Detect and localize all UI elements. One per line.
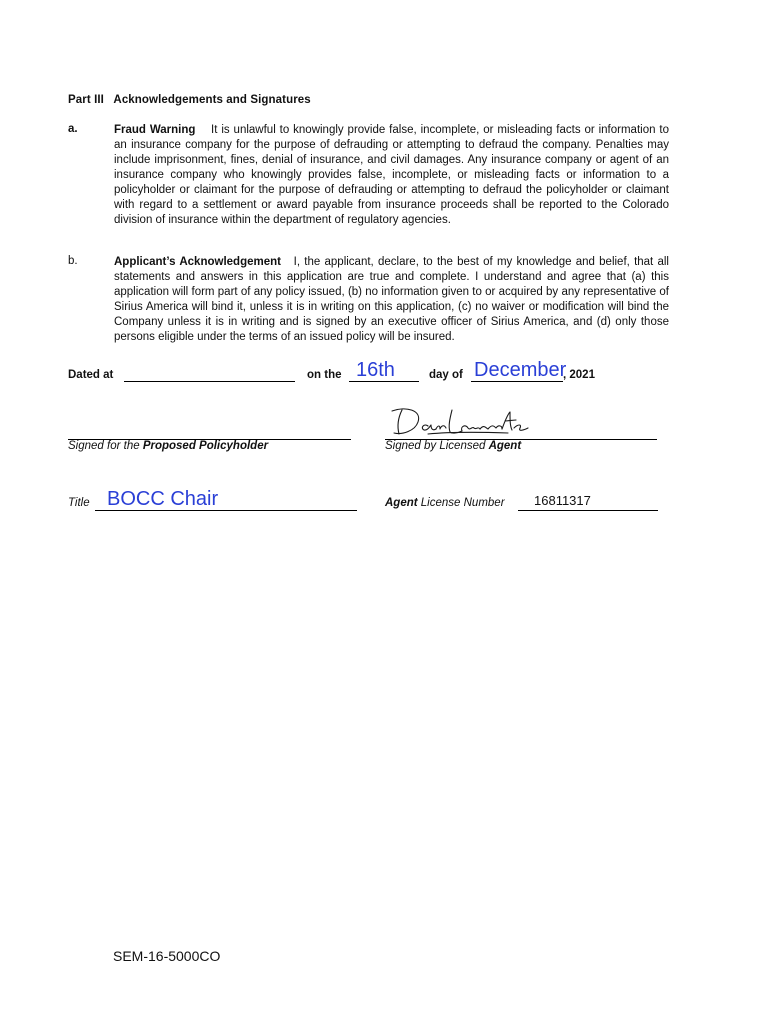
title-value: BOCC Chair: [107, 488, 219, 510]
item-b-letter: b.: [68, 255, 78, 267]
license-label-rest: License Number: [417, 497, 505, 509]
year-text: , 2021: [563, 369, 595, 381]
license-value: 16811317: [534, 493, 591, 508]
fraud-warning-paragraph: [114, 123, 669, 228]
policyholder-signature-label: [68, 440, 268, 452]
agent-signature: [388, 404, 538, 440]
dated-at-field[interactable]: [124, 381, 295, 382]
section-title: Part III Acknowledgements and Signatures: [68, 94, 311, 106]
fraud-warning-text: It is unlawful to knowingly provide false, incomplete, or misleading facts or information to an insurance company for the purpose of defrauding or attempting to defraud the company. Penalties may include imprisonment, fines, denial of insurance, and civil damages. Any insurance company or agent of an insurance company who knowingly provides false, incomplete, or misleading facts or information to a policyholder or claimant for the purpose of defrauding or attempting to defraud the policyholder or claimant with regard to a settlement or award payable from insurance proceeds shall be reported to the Colorado division of insurance within the department of regulatory agencies.: [114, 124, 669, 226]
acknowledgement-text: I, the applicant, declare, to the best of my knowledge and belief, that all statements and answers in this application are true and complete. I understand and agree that (a) this application will form part of any policy issued, (b) no information given to or acquired by any representative of Sirius America will bind it, unless it is in writing on this application, (c) no waiver or modification will bind the Company unless it is in writing and is signed by an executive officer of Sirius America, and (d) only those persons eligible under the terms of an issued policy will be insured.: [114, 256, 669, 343]
acknowledgement-paragraph: [114, 255, 669, 345]
month-value: December: [474, 359, 567, 381]
agent-signature-label: [385, 440, 521, 452]
acknowledgement-heading: Applicant’s Acknowledgement: [114, 256, 281, 268]
item-a-letter: a.: [68, 123, 78, 135]
fraud-warning-heading: Fraud Warning: [114, 124, 196, 136]
policyholder-label-prefix: Signed for the: [68, 440, 143, 452]
license-label-bold: Agent: [385, 497, 418, 509]
dated-at-label: Dated at: [68, 369, 114, 381]
day-of-label: day of: [429, 369, 463, 381]
form-code: SEM-16-5000CO: [113, 948, 221, 964]
title-label: Title: [68, 497, 90, 509]
agent-label-prefix: Signed by Licensed: [385, 440, 489, 452]
license-label: [385, 497, 505, 509]
on-the-label: on the: [307, 369, 342, 381]
day-value: 16th: [356, 359, 395, 381]
license-field[interactable]: [518, 510, 658, 511]
policyholder-label-bold: Proposed Policyholder: [142, 440, 269, 452]
agent-label-bold: Agent: [488, 440, 522, 452]
